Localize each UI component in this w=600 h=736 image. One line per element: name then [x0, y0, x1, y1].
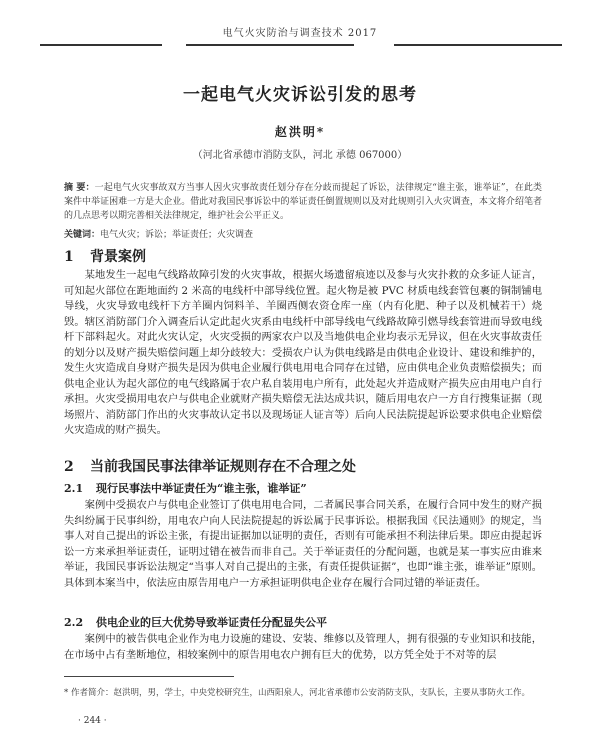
footnote-rule — [64, 676, 234, 677]
author-affiliation: （河北省承德市消防支队，河北 承德 067000） — [192, 150, 408, 161]
section-heading — [64, 456, 356, 476]
subsection-number: 2.2 — [64, 616, 84, 629]
header-rule — [40, 44, 162, 46]
body-paragraph: 案例中受损农户与供电企业签订了供电用电合同，二者属民事合同关系，在履行合同中发生的财产损失纠纷属于民事纠纷，用电农户向人民法院提起的诉讼属于民事诉讼。根据我国《民法通则》的规定，当事人对自己提出的诉讼主张，有提出证据加以证明的责任，否则有可能承担不利法律后果。即应由提起诉讼一方来承担举证责任，证明过错在被告而非自己。关于举证责任的分配问题，也就是某一事实应由谁来举证，我国民事诉讼法规定“当事人对自己提出的主张，有责任提供证据”，也即“谁主张，谁举证”原则。具体到本案当中，依法应由原告用电户一方承担证明供电企业存在履行合同过错的举证责任。 — [64, 499, 542, 589]
subsection-heading — [64, 614, 327, 630]
section-heading — [64, 246, 146, 266]
section-number: 2 — [64, 459, 74, 475]
page-number: · 244 · — [78, 716, 107, 726]
subsection-title: 供电企业的巨大优势导致举证责任分配显失公平 — [96, 616, 327, 629]
abstract — [64, 181, 542, 223]
subsection-title: 现行民事法中举证责任为“谁主张，谁举证” — [96, 482, 307, 495]
section-title: 当前我国民事法律举证规则存在不合理之处 — [90, 459, 356, 475]
section-title: 背景案例 — [90, 249, 146, 265]
abstract-text: 一起电气火灾事故双方当事人因火灾事故责任划分存在分歧而提起了诉讼，法律规定“谁主张，谁举证”，在此类案件中举证困难一方是大企业。借此对我国民事诉讼中的举证责任倒置规则以及对此规则引入火灾调查，本文将介绍笔者的几点思考以期完善相关法律规定，维护社会公平正义。 — [64, 183, 542, 221]
keywords — [64, 227, 542, 240]
keywords-text: 电气火灾；诉讼；举证责任；火灾调查 — [100, 230, 254, 240]
article-title: 一起电气火灾诉讼引发的思考 — [183, 85, 417, 105]
section-number: 1 — [64, 249, 74, 265]
body-paragraph: 某地发生一起电气线路故障引发的火灾事故，根据火场遗留痕迹以及参与火灾扑救的众多证人证言，可知起火部位在距地面约 2 米高的电线杆中部导线位置。起火物是被 PVC 材质电线套管包裹的铜制铺电导线，火灾导致电线杆下方羊圈内饲料羊、羊圈西侧农资仓库一座（内有化肥、种子以及机械若干）烧毁。辖区消防部门介入调查后认定此起火灾系由电线杆中部导线电气线路故障引燃导线套管进而导致电线杆下部料起火。对此火灾认定，火灾受损的两家农户以及当地供电企业均表示无异议，但在火灾事故责任的划分以及财产损失赔偿问题上却分歧较大：受损农户认为供电线路是由供电企业设计、建设和维护的，发生火灾造成自身财产损失是因为供电企业履行供电用电合同存在过错，应由供电企业负责赔偿损失；而供电企业认为起火部位的电气线路属于农户私自装用电户所有，此处起火并造成财产损失应由用电户自行承担。火灾受损用电农户与供电企业就财产损失赔偿无法达成共识，随后用电农户一方自行搜集证据（现场照片、消防部门作出的火灾事故认定书以及现场证人证言等）后向人民法院提起诉讼要求供电企业赔偿火灾造成的财产损失。 — [64, 269, 542, 436]
author-name: 赵洪明* — [274, 125, 326, 139]
subsection-heading — [64, 480, 307, 496]
journal-header: 电气火灾防治与调查技术 2017 — [222, 28, 378, 39]
header-rule — [394, 44, 562, 46]
body-paragraph: 案例中的被告供电企业作为电力设施的建设、安装、维修以及管理人，拥有很强的专业知识和技能，在市场中占有垄断地位，相较案例中的原告用电农户拥有巨大的优势，以方凭全处于不对等的层 — [64, 633, 542, 661]
header-rule — [186, 44, 354, 46]
subsection-number: 2.1 — [64, 482, 84, 495]
author-footnote: * 作者简介：赵洪明，男，学士，中央党校研究生，山西阳泉人，河北省承德市公安消防支队，支队长，主要从事防火工作。 — [64, 688, 530, 698]
keywords-label: 关键词： — [64, 230, 101, 240]
abstract-label: 摘 要： — [64, 183, 95, 193]
